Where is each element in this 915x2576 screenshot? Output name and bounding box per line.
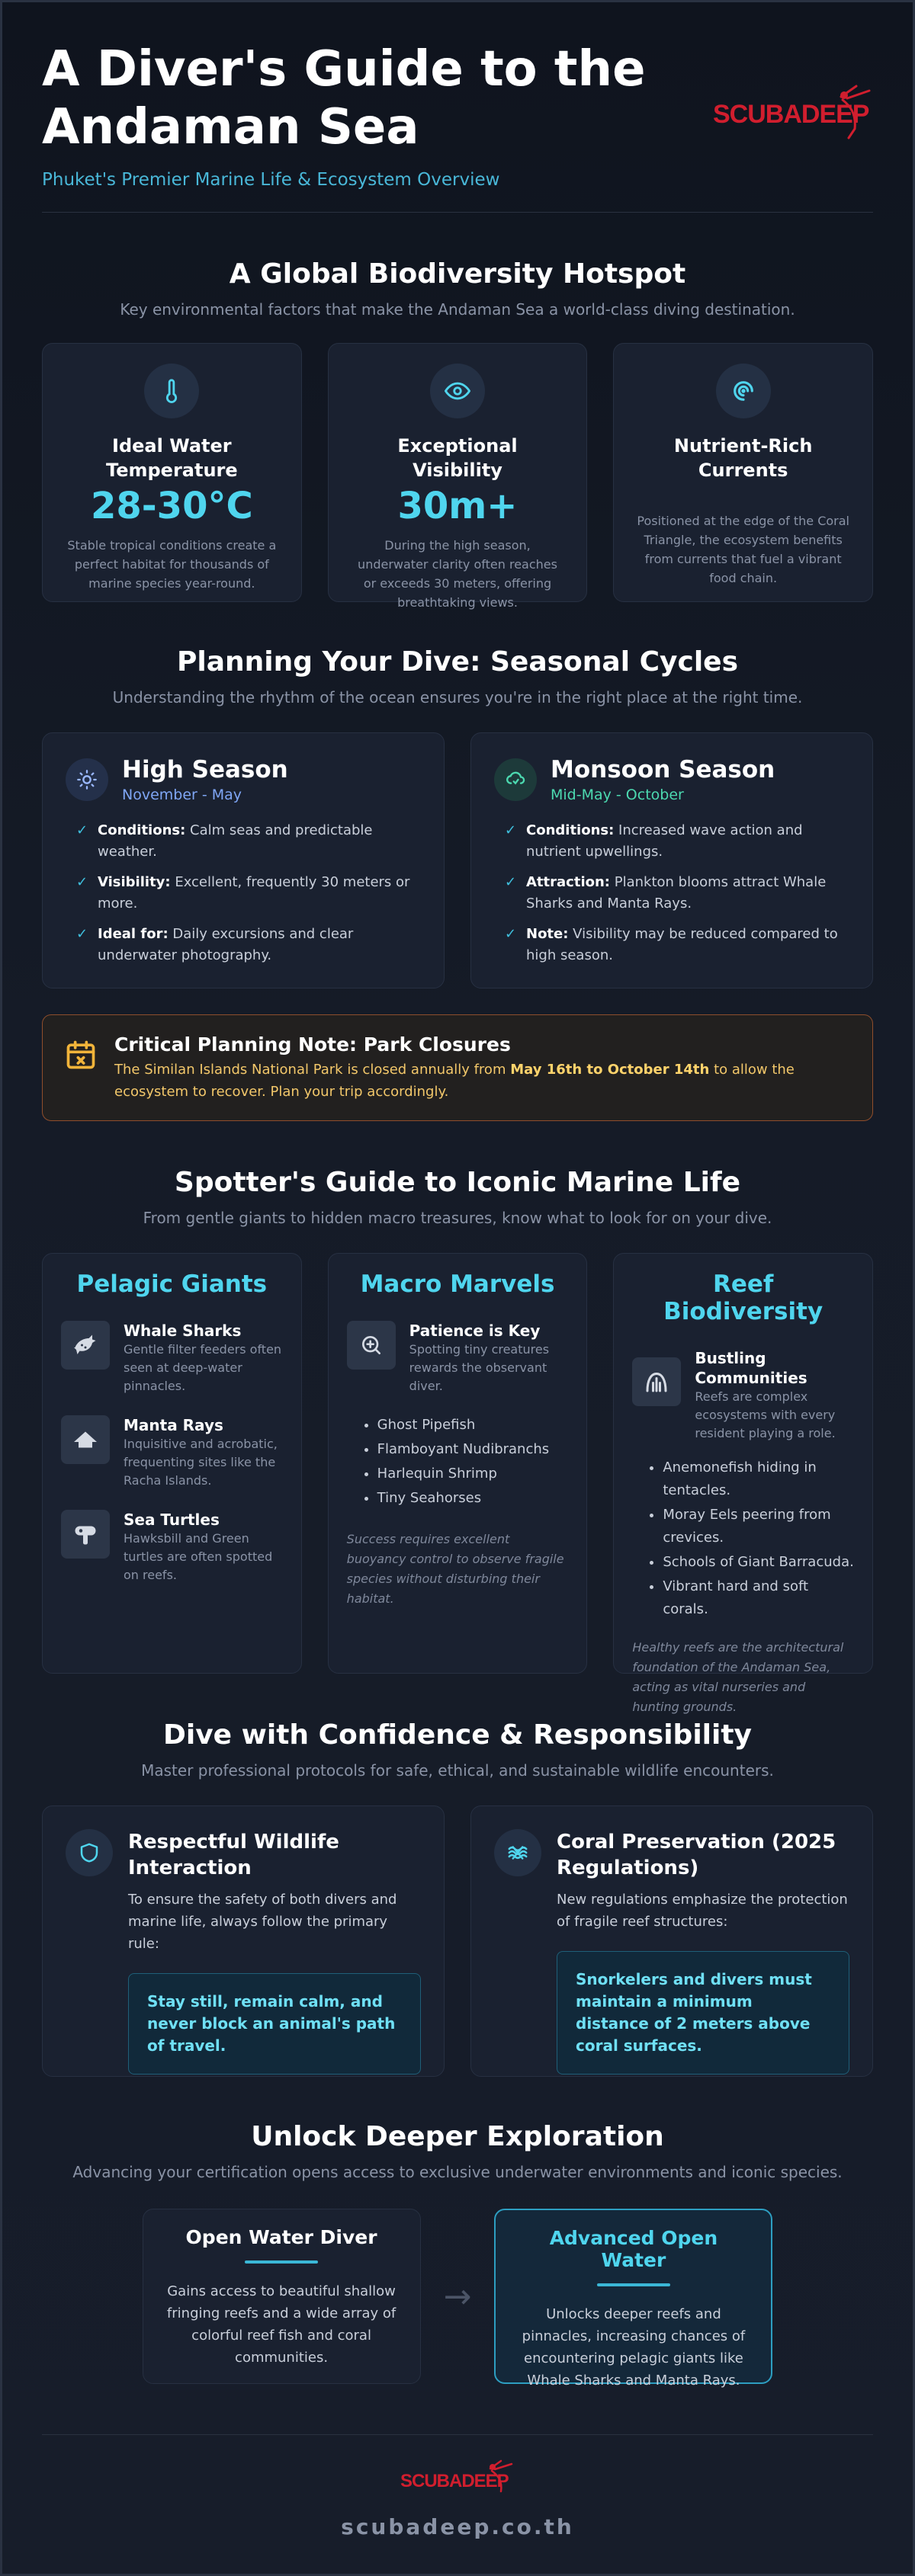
manta-ray-icon (61, 1415, 110, 1464)
check-icon: ✓ (505, 874, 517, 890)
divider (245, 2260, 318, 2264)
footer-logo[interactable] (400, 2458, 515, 2504)
high-season-title: High Season (122, 756, 288, 783)
temperature-card (42, 343, 302, 602)
scubadeep-logo[interactable] (713, 83, 873, 144)
waves-icon (494, 1829, 541, 1876)
wildlife-text: To ensure the safety of both divers and marine life, always follow the primary rule: (128, 1892, 397, 1952)
pelagic-title: Pelagic Giants (76, 1270, 268, 1298)
list-item: • Ghost Pipefish (377, 1414, 569, 1437)
high-season-period: November - May (122, 787, 242, 803)
website-link[interactable]: scubadeep.co.th (341, 2514, 574, 2539)
hotspot-card-text: Positioned at the edge of the Coral Triangle, the ecosystem benefits from currents that fuel a vibrant food chain. (637, 514, 849, 585)
wildlife-callout: Stay still, remain calm, and never block an animal's path of travel. (128, 1973, 421, 2075)
marine-subtitle: From gentle giants to hidden macro treasures, know what to look for on your dive. (143, 1209, 772, 1227)
logo-text: SCUBADEEP (713, 100, 869, 129)
closure-dates: May 16th to October 14th (510, 1062, 710, 1078)
footer (42, 2434, 873, 2539)
open-water-card[interactable] (143, 2209, 421, 2384)
visibility-value: 30m+ (397, 485, 518, 527)
hotspot-card-text: Stable tropical conditions create a perfect habitat for thousands of marine species year-round. (67, 538, 277, 591)
cert-title: Unlock Deeper Exploration (251, 2121, 664, 2152)
coral-title: Coral Preservation (2025 Regulations) (557, 1831, 836, 1879)
species-text: Gentle filter feeders often seen at deep-water pinnacles. (124, 1342, 282, 1393)
species-text: Hawksbill and Green turtles are often spotted on reefs. (124, 1531, 273, 1582)
monsoon-season-period: Mid-May - October (551, 787, 684, 803)
reef-intro-title: Bustling Communities (695, 1349, 807, 1387)
whale-shark-icon (61, 1321, 110, 1370)
macro-note: Success requires excellent buoyancy control to observe fragile species without disturbing their habitat. (346, 1532, 564, 1606)
species-item (61, 1510, 283, 1584)
marine-title: Spotter's Guide to Iconic Marine Life (174, 1167, 741, 1198)
macro-intro-title: Patience is Key (409, 1322, 541, 1340)
header (42, 2, 873, 213)
check-icon: ✓ (505, 926, 517, 942)
magnifier-icon (347, 1321, 396, 1370)
species-text: Inquisitive and acrobatic, frequenting sites like the Racha Islands. (124, 1437, 278, 1488)
currents-card (613, 343, 873, 602)
macro-marvels-card (328, 1253, 588, 1674)
hotspot-card-text: During the high season, underwater clarity often reaches or exceeds 30 meters, offering breathtaking views. (358, 538, 557, 610)
footer-logo-text: SCUBADEEP (400, 2471, 509, 2491)
confidence-section (42, 1674, 873, 2077)
macro-title: Macro Marvels (360, 1270, 555, 1298)
list-item: ✓ Conditions: Increased wave action and nutrient upwellings. (494, 820, 849, 863)
note-text: The Similan Islands National Park is closed annually from May 16th to October 14th to allow the ecosystem to recover. Plan your trip accordingly. (114, 1062, 795, 1100)
thermometer-icon (144, 364, 199, 418)
pelagic-giants-card (42, 1253, 302, 1674)
list-item: ✓ Conditions: Calm seas and predictable weather. (66, 820, 421, 863)
seasons-title: Planning Your Dive: Seasonal Cycles (177, 646, 738, 678)
species-name: Manta Rays (124, 1416, 223, 1434)
hotspot-title: A Global Biodiversity Hotspot (229, 258, 686, 290)
list-item: • Moray Eels peering from crevices. (663, 1504, 854, 1549)
species-name: Sea Turtles (124, 1511, 220, 1529)
visibility-card (328, 343, 588, 610)
hotspot-card-title: Ideal Water Temperature (106, 435, 238, 481)
hotspot-subtitle: Key environmental factors that make the Andaman Sea a world-class diving destination. (120, 300, 795, 319)
monsoon-season-card (470, 732, 873, 988)
note-title: Critical Planning Note: Park Closures (114, 1033, 511, 1056)
marine-life-section (42, 1121, 873, 1714)
arrow-right-icon: → (443, 2276, 472, 2316)
reef-title: Reef Biodiversity (663, 1270, 824, 1325)
wildlife-interaction-card (42, 1805, 445, 2077)
list-item: ✓ Ideal for: Daily excursions and clear underwater photography. (66, 924, 421, 966)
list-item: • Schools of Giant Barracuda. (663, 1551, 854, 1574)
species-item (61, 1415, 283, 1490)
list-item: • Harlequin Shrimp (377, 1463, 569, 1485)
reef-note: Healthy reefs are the architectural foundation of the Andaman Sea, acting as vital nurseries and hunting grounds. (632, 1640, 844, 1714)
list-item: • Tiny Seahorses (377, 1487, 569, 1510)
check-icon: ✓ (505, 822, 517, 838)
seasons-section (42, 602, 873, 1121)
reef-intro-text: Reefs are complex ecosystems with every resident playing a role. (695, 1389, 836, 1440)
coral-text: New regulations emphasize the protection of fragile reef structures: (557, 1892, 848, 1930)
check-icon: ✓ (76, 874, 88, 890)
macro-intro-text: Spotting tiny creatures rewards the observant diver. (409, 1342, 550, 1393)
list-item: ✓ Visibility: Excellent, frequently 30 meters or more. (66, 872, 421, 915)
list-item: ✓ Attraction: Plankton blooms attract Whale Sharks and Manta Rays. (494, 872, 849, 915)
calendar-icon (64, 1033, 98, 1102)
park-closure-note (42, 1014, 873, 1121)
confidence-title: Dive with Confidence & Responsibility (162, 1719, 753, 1751)
species-item (61, 1321, 283, 1395)
confidence-subtitle: Master professional protocols for safe, ethical, and sustainable wildlife encounters. (141, 1761, 774, 1780)
page-subtitle: Phuket's Premier Marine Life & Ecosystem Overview (42, 170, 500, 190)
species-name: Whale Sharks (124, 1322, 242, 1340)
check-icon: ✓ (76, 926, 88, 942)
coral-callout: Snorkelers and divers must maintain a minimum distance of 2 meters above coral surfaces. (557, 1951, 849, 2075)
list-item: • Anemonefish hiding in tentacles. (663, 1456, 854, 1502)
sun-icon (66, 758, 108, 801)
check-icon: ✓ (76, 822, 88, 838)
monsoon-season-title: Monsoon Season (551, 756, 775, 783)
advanced-open-water-card[interactable] (494, 2209, 772, 2389)
high-season-card (42, 732, 445, 988)
eye-icon (430, 364, 485, 418)
hotspot-card-title: Exceptional Visibility (397, 435, 518, 481)
open-water-title: Open Water Diver (185, 2226, 377, 2248)
temperature-value: 28-30°C (90, 485, 253, 527)
advanced-title: Advanced Open Water (549, 2227, 718, 2271)
page-title: A Diver's Guide to the Andaman Sea (42, 41, 646, 155)
reef-biodiversity-card (613, 1253, 873, 1714)
shield-icon (66, 1829, 113, 1876)
list-item: • Flamboyant Nudibranchs (377, 1438, 569, 1461)
wildlife-title: Respectful Wildlife Interaction (128, 1831, 339, 1879)
hotspot-card-title: Nutrient-Rich Currents (673, 435, 813, 481)
certification-section (42, 2077, 873, 2389)
open-water-text: Gains access to beautiful shallow fringing reefs and a wide array of colorful reef fish and coral communities. (166, 2283, 396, 2366)
current-icon (716, 364, 771, 418)
coral-icon (632, 1357, 681, 1406)
seasons-subtitle: Understanding the rhythm of the ocean ensures you're in the right place at the right time. (112, 688, 803, 706)
sea-turtle-icon (61, 1510, 110, 1559)
coral-preservation-card (470, 1805, 873, 2077)
rain-cloud-icon (494, 758, 537, 801)
cert-subtitle: Advancing your certification opens access to exclusive underwater environments and iconic species. (72, 2163, 843, 2181)
list-item: ✓ Note: Visibility may be reduced compared to high season. (494, 924, 849, 966)
divider (597, 2283, 670, 2286)
list-item: • Vibrant hard and soft corals. (663, 1575, 854, 1621)
hotspot-section (42, 213, 873, 610)
advanced-text: Unlocks deeper reefs and pinnacles, increasing chances of encountering pelagic giants like Whale Sharks and Manta Rays. (522, 2306, 746, 2389)
